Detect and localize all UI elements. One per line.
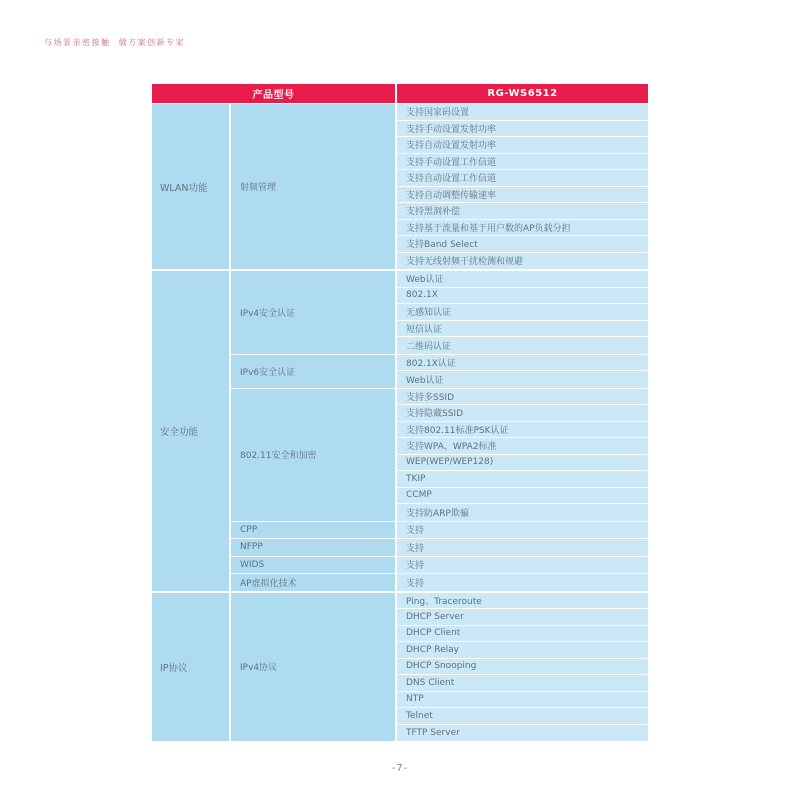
spec-value-cell: 支持自动调整传输速率 xyxy=(397,187,648,204)
spec-group xyxy=(231,574,648,591)
group-label-cell: WIDS xyxy=(231,557,397,574)
spec-value-cell: 支持手动设置发射功率 xyxy=(397,121,648,138)
spec-value-cell: 支持 xyxy=(397,574,648,591)
spec-value-cell: Web认证 xyxy=(397,271,648,288)
spec-value-cell: 支持多SSID xyxy=(397,389,648,406)
spec-value-cell: 支持国家码设置 xyxy=(397,104,648,121)
group-label-cell: AP虚拟化技术 xyxy=(231,574,397,591)
group-label-cell: IPv4安全认证 xyxy=(231,271,397,354)
page-number: -7- xyxy=(391,763,409,774)
section-groups xyxy=(231,593,648,742)
spec-value-cell: TFTP Server xyxy=(397,725,648,742)
spec-table xyxy=(152,84,648,741)
group-label-cell: CPP xyxy=(231,522,397,539)
spec-value-cell: DHCP Client xyxy=(397,626,648,643)
spec-value-cell: 支持 xyxy=(397,557,648,574)
spec-group xyxy=(231,104,648,269)
group-value-rows xyxy=(397,593,648,742)
group-label-cell: 射频管理 xyxy=(231,104,397,269)
spec-section xyxy=(152,104,648,271)
spec-value-cell: DHCP Server xyxy=(397,609,648,626)
spec-value-cell: Telnet xyxy=(397,708,648,725)
group-label-cell: NFPP xyxy=(231,539,397,556)
spec-value-cell: 短信认证 xyxy=(397,321,648,338)
spec-value-cell: 支持自动设置发射功率 xyxy=(397,137,648,154)
header-cell-product-model: 产品型号 xyxy=(152,84,395,103)
spec-value-cell: 802.1X认证 xyxy=(397,355,648,372)
spec-value-cell: TKIP xyxy=(397,471,648,488)
spec-value-cell: 无感知认证 xyxy=(397,304,648,321)
section-groups xyxy=(231,104,648,269)
section-groups xyxy=(231,271,648,591)
group-value-rows xyxy=(397,389,648,521)
spec-value-cell: 支持手动设置工作信道 xyxy=(397,154,648,171)
spec-value-cell: 支持隐藏SSID xyxy=(397,405,648,422)
category-cell: 安全功能 xyxy=(152,271,231,591)
group-label-cell: 802.11安全和加密 xyxy=(231,389,397,521)
spec-value-cell: 支持自动设置工作信道 xyxy=(397,170,648,187)
spec-value-cell: WEP(WEP/WEP128) xyxy=(397,455,648,472)
group-value-rows xyxy=(397,355,648,388)
spec-section xyxy=(152,271,648,593)
spec-group xyxy=(231,557,648,575)
spec-value-cell: 802.1X xyxy=(397,288,648,305)
spec-value-cell: NTP xyxy=(397,692,648,709)
spec-group xyxy=(231,539,648,557)
spec-value-cell: 支持WPA、WPA2标准 xyxy=(397,438,648,455)
spec-value-cell: 支持802.11标准PSK认证 xyxy=(397,422,648,439)
spec-value-cell: CCMP xyxy=(397,488,648,505)
spec-value-cell: 支持无线射频干扰检测和规避 xyxy=(397,253,648,270)
group-value-rows xyxy=(397,574,648,591)
group-label-cell: IPv6安全认证 xyxy=(231,355,397,388)
spec-value-cell: 支持防ARP欺骗 xyxy=(397,504,648,521)
table-body xyxy=(152,104,648,741)
spec-value-cell: Ping、Traceroute xyxy=(397,593,648,610)
spec-value-cell: 支持 xyxy=(397,539,648,556)
spec-value-cell: DNS Client xyxy=(397,675,648,692)
spec-value-cell: 支持基于流量和基于用户数的AP负载分担 xyxy=(397,220,648,237)
group-label-cell: IPv4协议 xyxy=(231,593,397,742)
spec-value-cell: DHCP Relay xyxy=(397,642,648,659)
group-value-rows xyxy=(397,539,648,556)
spec-group xyxy=(231,522,648,540)
group-value-rows xyxy=(397,271,648,354)
spec-value-cell: 支持Band Select xyxy=(397,236,648,253)
spec-group xyxy=(231,593,648,742)
group-value-rows xyxy=(397,104,648,269)
spec-value-cell: 支持 xyxy=(397,522,648,539)
category-cell: WLAN功能 xyxy=(152,104,231,269)
spec-group xyxy=(231,389,648,522)
group-value-rows xyxy=(397,522,648,539)
spec-value-cell: Web认证 xyxy=(397,371,648,388)
spec-value-cell: 二维码认证 xyxy=(397,337,648,354)
spec-value-cell: DHCP Snooping xyxy=(397,659,648,676)
page-tagline: 与场景亲密接触 做方案创新专家 xyxy=(44,38,186,47)
group-value-rows xyxy=(397,557,648,574)
spec-group xyxy=(231,355,648,389)
table-header-row xyxy=(152,84,648,103)
category-cell: IP协议 xyxy=(152,593,231,742)
spec-section xyxy=(152,593,648,742)
spec-value-cell: 支持黑洞补偿 xyxy=(397,203,648,220)
header-cell-model-value: RG-WS6512 xyxy=(397,84,648,103)
spec-group xyxy=(231,271,648,355)
